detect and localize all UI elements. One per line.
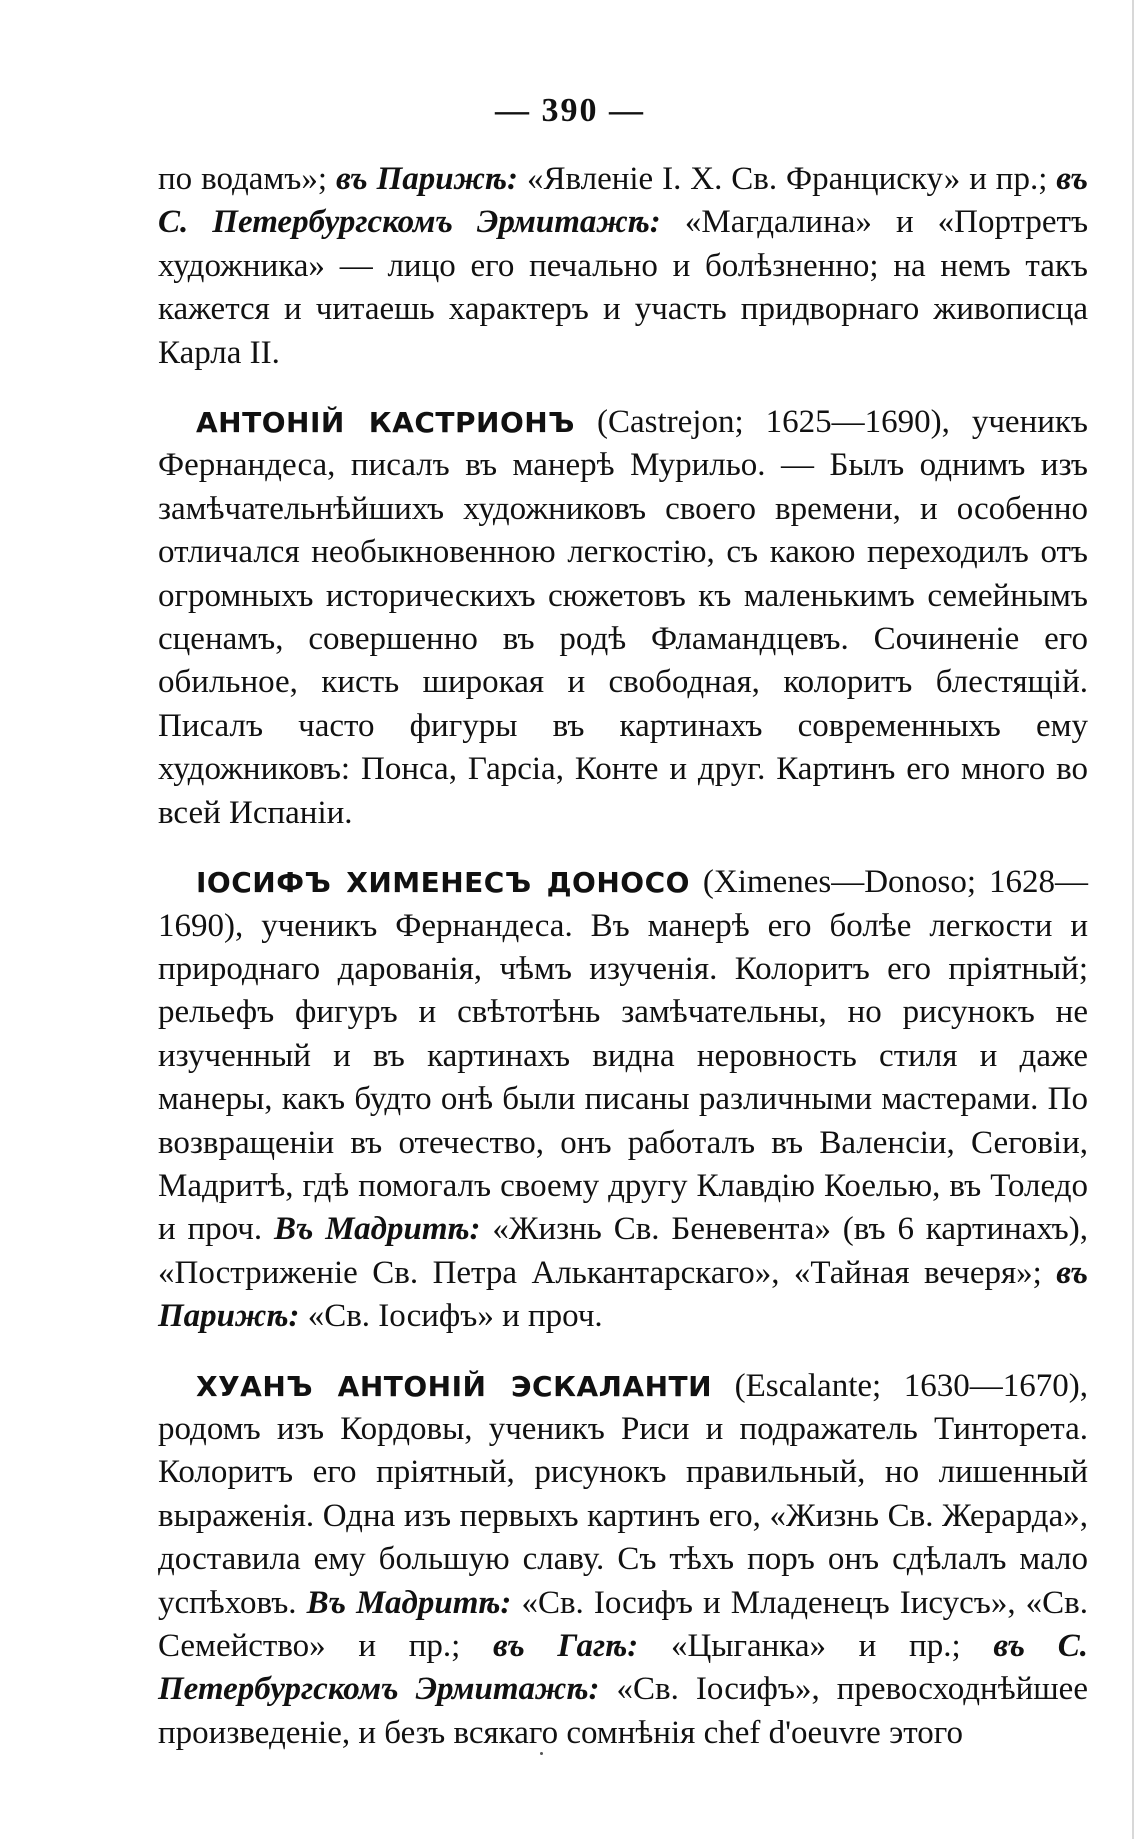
location-label: Въ Мадритѣ:: [274, 1211, 481, 1248]
text-segment: по водамъ»;: [158, 161, 336, 197]
paragraph-entry-castrejon: [158, 401, 1088, 835]
artist-name: ХУАНЪ АНТОНІЙ ЭСКАЛАНТИ: [196, 1369, 713, 1403]
text-segment: «Явленіе І. Х. Св. Франциску» и пр.;: [518, 161, 1057, 197]
text-segment: «Жизнь Св. Беневента» (въ 6 картинахъ), «Постриженіе Св. Петра Алькантарскаго», «Тайная вечеря»;: [158, 1211, 1088, 1291]
text-segment: (Ximenes—Donoso; 1628—1690), ученикъ Фернандеса. Въ манерѣ его болѣе легкости и природнаго дарованія, чѣмъ изученія. Колоритъ его пріятный; рельефъ фигуръ и свѣтотѣнь замѣчательны, но рисунокъ не изученный и въ картинахъ видна неровность стиля и даже манеры, какъ будто онѣ были писаны различными мастерами. По возвращеніи въ отечество, онъ работалъ въ Валенсіи, Сеговіи, Мадритѣ, гдѣ помогалъ своему другу Клавдію Коелью, въ Толедо и проч.: [158, 864, 1089, 1248]
text-segment: «Св. Іосифъ и Младенецъ Іисусъ», «Св. Семейство» и пр.;: [158, 1584, 1088, 1664]
location-label: въ С. Петербургскомъ Эрмитажѣ:: [158, 1628, 1088, 1708]
text-segment: (Escalante; 1630—1670), родомъ изъ Кордовы, ученикъ Риси и подражатель Тинторета. Колоритъ его пріятный, рисунокъ правильный, но лишенный выраженія. Одна изъ первыхъ картинъ его, «Жизнь Св. Жерарда», доставила ему большую славу. Съ тѣхъ поръ онъ сдѣлалъ мало успѣховъ.: [158, 1367, 1088, 1621]
text-segment: «Св. Іосифъ» и проч.: [299, 1298, 603, 1335]
location-label: въ Парижѣ:: [335, 161, 519, 197]
text-segment: «Магдалина» и «Портретъ художника» — лицо его печально и болѣзненно; на немъ такъ кажется и читаешь характеръ и участь придворнаго живописца Карла II.: [158, 204, 1089, 371]
page-body: [158, 158, 1088, 1755]
page-edge-rule: [1132, 0, 1134, 1839]
artist-name: АНТОНІЙ КАСТРИОНЪ: [196, 406, 575, 440]
page-number: — 390 —: [495, 92, 645, 129]
artist-name: ІОСИФЪ ХИМЕНЕСЪ ДОНОСО: [196, 866, 690, 900]
scan-speck: [540, 1752, 543, 1755]
location-label: въ Гагѣ:: [493, 1628, 639, 1664]
text-segment: «Св. Іосифъ», превосходнѣйшее произведеніе, и безъ всякаго сомнѣнія chef d'oeuvre этого: [158, 1671, 1088, 1751]
text-segment: «Цыганка» и пр.;: [638, 1628, 994, 1664]
location-label: въ С. Петербургскомъ Эрмитажѣ:: [158, 161, 1088, 241]
paragraph-continuation: [158, 158, 1088, 375]
paragraph-entry-donoso: [158, 861, 1088, 1338]
paragraph-entry-escalante: [158, 1365, 1088, 1756]
location-label: Въ Мадритѣ:: [306, 1584, 512, 1621]
location-label: въ Парижѣ:: [158, 1254, 1088, 1335]
text-segment: (Castrejon; 1625—1690), ученикъ Фернандеса, писалъ въ манерѣ Мурильо. — Былъ однимъ изъ замѣчательнѣйшихъ художниковъ своего времени, и особенно отличался необыкновенною легкостію, съ какою переходилъ отъ огромныхъ историческихъ сюжетовъ къ маленькимъ семейнымъ сценамъ, совершенно въ родѣ Фламандцевъ. Сочиненіе его обильное, кисть широкая и свободная, колоритъ блестящій. Писалъ часто фигуры въ картинахъ современныхъ ему художниковъ: Понса, Гарсіа, Конте и друг. Картинъ его много во всей Испаніи.: [158, 404, 1088, 831]
